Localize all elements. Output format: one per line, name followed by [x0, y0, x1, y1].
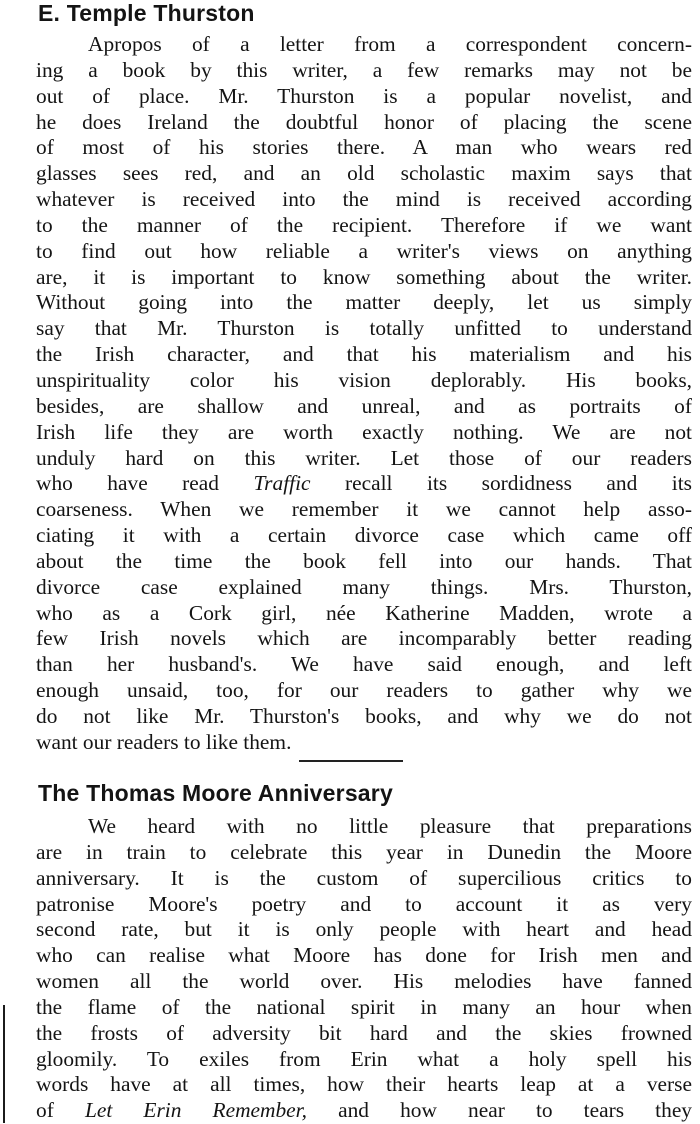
text-line: do not like Mr. Thurston's books, and why we do not: [36, 703, 692, 728]
text-line: about the time the book fell into our hands. That: [36, 548, 692, 573]
text-line: want our readers to like them.: [36, 729, 292, 754]
text-line: enough unsaid, too, for our readers to gather why we: [36, 678, 692, 703]
text-line: ciating it with a certain divorce case which came off: [36, 523, 692, 548]
text-line: Irish life they are worth exactly nothing. We are not: [36, 419, 692, 444]
article-body-moore-anniversary: [36, 814, 692, 1124]
text-line: ing a book by this writer, a few remarks may not be: [36, 57, 692, 82]
italic-title: Let Erin Remember,: [84, 1098, 307, 1123]
text-line: words have at all times, how their hearts leap at a verse: [36, 1072, 692, 1097]
article-body-temple-thurston: [36, 32, 692, 756]
text-line: the flame of the national spirit in many an hour when: [36, 994, 692, 1019]
text-line: coarseness. When we remember it we cannot help asso-: [36, 497, 692, 522]
text-line: to the manner of the recipient. Therefore if we want: [36, 212, 692, 237]
text-line: Apropos of a letter from a correspondent concern-: [88, 32, 692, 56]
text-line: second rate, but it is only people with heart and head: [36, 917, 692, 942]
text-line: glasses sees red, and an old scholastic maxim says that: [36, 161, 692, 186]
text-line: of most of his stories there. A man who wears red: [36, 135, 692, 160]
margin-rule: [3, 1005, 5, 1123]
text-line: besides, are shallow and unreal, and as portraits of: [36, 393, 692, 418]
text-line: unspirituality color his vision deplorably. His books,: [36, 367, 692, 392]
text-line: the frosts of adversity bit hard and the skies frowned: [36, 1020, 692, 1045]
text-line: women all the world over. His melodies have fanned: [36, 969, 692, 994]
text-line: to find out how reliable a writer's views on anything: [36, 238, 692, 263]
text-line: few Irish novels which are incomparably better reading: [36, 626, 692, 651]
text-line: who as a Cork girl, née Katherine Madden, wrote a: [36, 600, 692, 625]
text-line: say that Mr. Thurston is totally unfitted to understand: [36, 316, 692, 341]
text-line: anniversary. It is the custom of supercilious critics to: [36, 865, 692, 890]
text-line: patronise Moore's poetry and to account it as very: [36, 891, 692, 916]
section-divider: [299, 760, 403, 762]
text-line: who have read Traffic recall its sordidness and its: [36, 471, 692, 496]
text-line: Without going into the matter deeply, let us simply: [36, 290, 692, 315]
text-line: who can realise what Moore has done for Irish men and: [36, 943, 692, 968]
article-title-moore-anniversary: The Thomas Moore Anniversary: [38, 780, 393, 806]
text-line: he does Ireland the doubtful honor of placing the scene: [36, 109, 692, 134]
text-line: whatever is received into the mind is received according: [36, 187, 692, 212]
text-line: are, it is important to know something about the writer.: [36, 264, 692, 289]
text-line: of Let Erin Remember, and how near to tears they: [36, 1098, 692, 1123]
article-title-temple-thurston: E. Temple Thurston: [38, 0, 255, 26]
text-line: gloomily. To exiles from Erin what a holy spell his: [36, 1046, 692, 1071]
text-line: out of place. Mr. Thurston is a popular novelist, and: [36, 83, 692, 108]
text-line: are in train to celebrate this year in Dunedin the Moore: [36, 839, 692, 864]
text-line: unduly hard on this writer. Let those of our readers: [36, 445, 692, 470]
text-line: We heard with no little pleasure that preparations: [88, 814, 692, 838]
italic-title: Traffic: [253, 471, 311, 496]
text-line: the Irish character, and that his materialism and his: [36, 342, 692, 367]
text-line: than her husband's. We have said enough, and left: [36, 652, 692, 677]
text-line: divorce case explained many things. Mrs. Thurston,: [36, 574, 692, 599]
